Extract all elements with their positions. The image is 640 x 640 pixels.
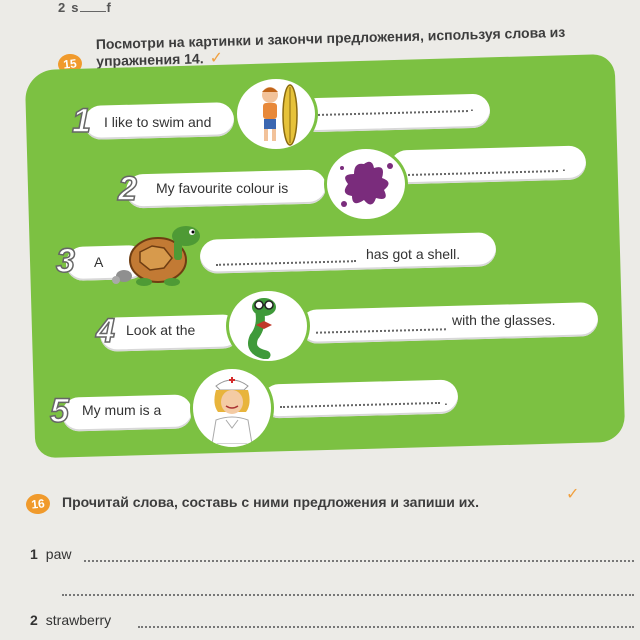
row-number: 4 [96,312,115,350]
instruction-line-1: Посмотри на картинки и закончи предложения, используя слова из [95,23,566,53]
snake-with-glasses-icon [226,288,310,364]
nurse-icon [190,366,274,450]
sentence-end: . [444,392,448,408]
exercise-16-item-2 [30,612,111,628]
handwritten-tick-icon: ✓ [209,49,224,68]
sentence-start: My mum is a [82,402,162,418]
exercise-15-badge: 15 [57,53,83,75]
handwritten-tick-icon: ✓ [566,486,580,503]
writing-line[interactable] [62,594,634,596]
blank-line [80,11,106,12]
sentence-start: I like to swim and [104,114,212,130]
exercise-16-instruction: Прочитай слова, составь с ними предложения и запиши их. [62,494,479,510]
item-word: paw [45,546,72,562]
surfer-boy-icon [234,76,318,152]
row-number: 5 [50,392,69,430]
answer-pill [262,379,459,418]
sentence-end: . [470,98,474,114]
row-number: 3 [56,242,75,280]
item-suffix: f [106,0,111,15]
sentence-end: . [562,158,566,174]
item-word: strawberry [45,612,112,628]
item-number: 2 [30,612,38,628]
row-number: 1 [72,102,91,140]
sentence-start: My favourite colour is [156,180,289,196]
answer-pill [390,145,587,184]
previous-exercise-fragment [58,0,111,15]
item-number: 2 [58,0,66,15]
sentence-start: A [94,254,104,270]
exercise-16-item-1 [30,546,71,562]
sentence-start: Look at the [126,322,196,338]
sentence-end: has got a shell. [366,246,461,262]
sentence-end: with the glasses. [452,312,556,328]
instruction-line-2: упражнения 14. [96,50,204,70]
writing-line[interactable] [84,560,634,562]
item-letter: s [71,0,79,15]
tortoise-icon [108,206,208,295]
exercise-16-badge: 16 [25,493,51,515]
row-number: 2 [118,170,137,208]
item-number: 1 [30,546,38,562]
writing-line[interactable] [138,626,634,628]
purple-paint-splash-icon [324,146,408,222]
